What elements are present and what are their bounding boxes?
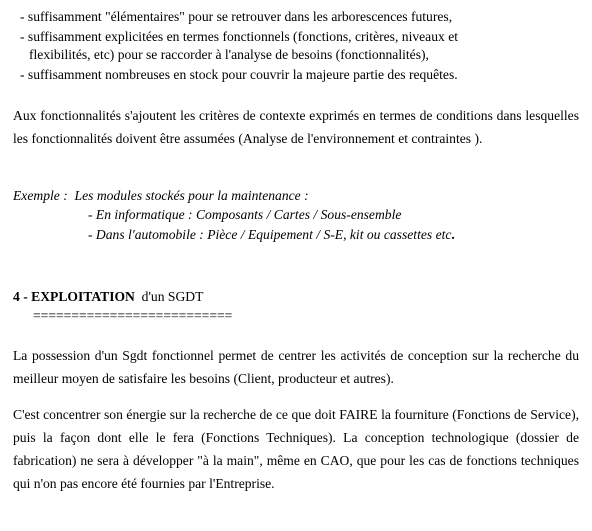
paragraph-concentrer bbox=[13, 403, 579, 495]
bullet-explicitees-continued: flexibilités, etc) pour se raccorder à l'analyse de besoins (fonctionnalités), bbox=[29, 47, 429, 62]
example-informatique: - En informatique : Composants / Cartes / Sous-ensemble bbox=[88, 207, 402, 222]
example-intro: Les modules stockés pour la maintenance : bbox=[74, 188, 309, 203]
paragraph-possession bbox=[13, 344, 579, 390]
paragraph-contexte-text: Aux fonctionnalités s'ajoutent les critères de contexte exprimés en termes de conditions dans lesquelles les fonctionnalités doivent être assumées (Analyse de l'environnement et contraintes ). bbox=[13, 108, 579, 146]
paragraph-possession-text: La possession d'un Sgdt fonctionnel permet de centrer les activités de conception sur la recherche du meilleur moyen de satisfaire les besoins (Client, producteur et autres). bbox=[13, 348, 579, 386]
bullet-explicitees: - suffisamment explicitées en termes fonctionnels (fonctions, critères, niveaux et bbox=[20, 29, 459, 44]
example-automobile-text: - Dans l'automobile : Pièce / Equipement / S-E, kit ou cassettes etc bbox=[88, 227, 452, 242]
bullet-nombreuses: - suffisamment nombreuses en stock pour couvrir la majeure partie des requêtes. bbox=[20, 67, 458, 82]
section-underline: ========================== bbox=[33, 308, 233, 323]
bullet-elementaires: - suffisamment "élémentaires" pour se retrouver dans les arborescences futures, bbox=[20, 9, 453, 24]
section-number: 4 - bbox=[13, 289, 28, 304]
example-automobile-end: . bbox=[451, 227, 455, 242]
section-title bbox=[13, 289, 203, 305]
section-title-bold: EXPLOITATION bbox=[31, 289, 135, 304]
paragraph-concentrer-text: C'est concentrer son énergie sur la recherche de ce que doit FAIRE la fourniture (Fonctions de Service), puis la façon dont elle le fera (Fonctions Techniques). La conception technologique (dossier de fabrication) ne sera à développer "à la main", même en CAO, que pour les cas de fonctions techniques qui n'on pas encore été fournies par l'Entreprise. bbox=[13, 407, 579, 491]
paragraph-contexte bbox=[13, 104, 579, 150]
example-line bbox=[13, 188, 309, 204]
example-automobile bbox=[88, 227, 455, 243]
section-title-rest: d'un SGDT bbox=[141, 289, 204, 304]
example-label: Exemple : bbox=[13, 188, 68, 203]
